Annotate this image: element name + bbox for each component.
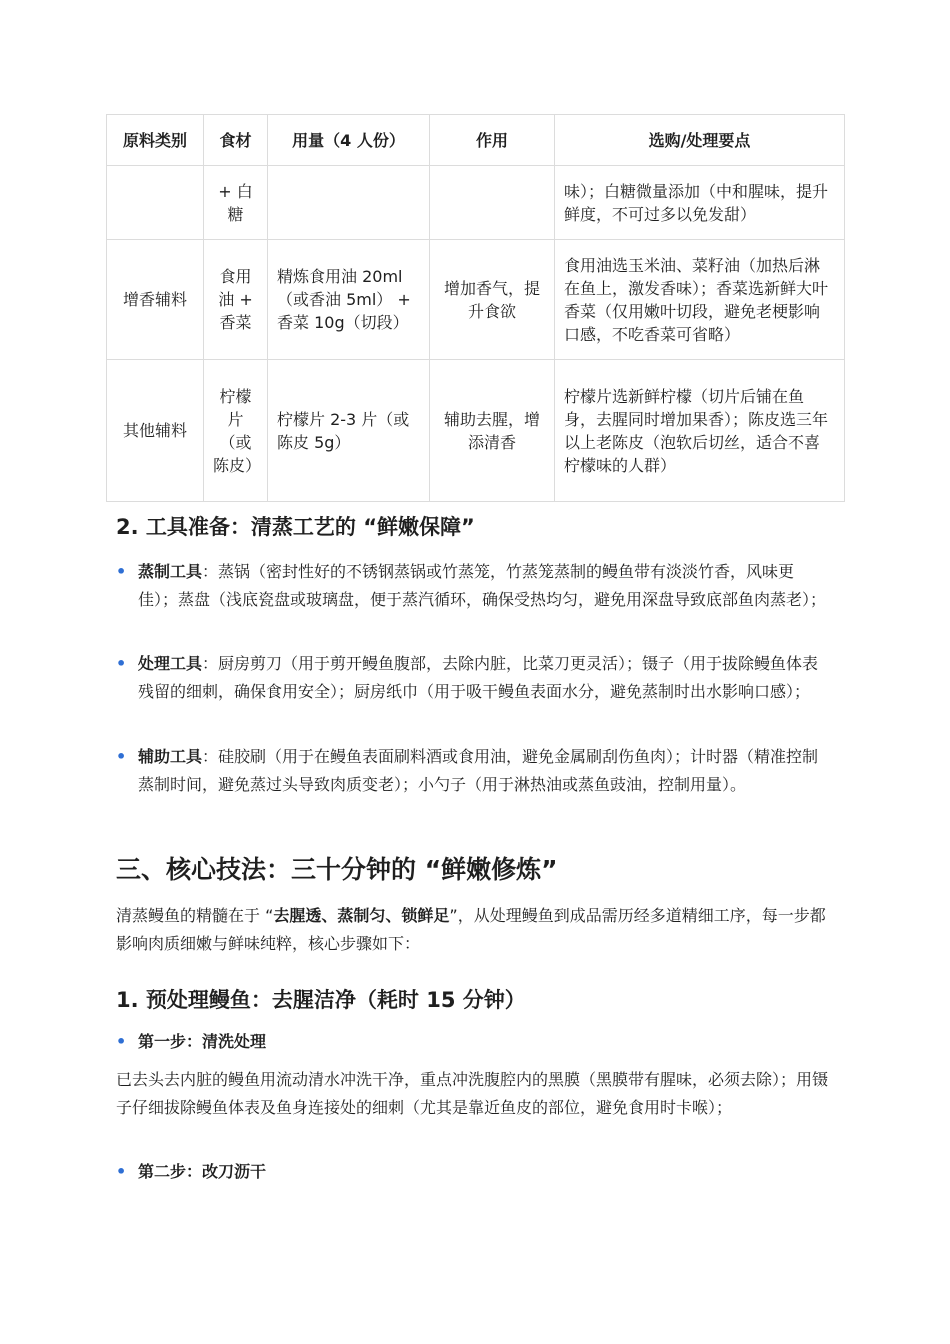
header-category: 原料类别 xyxy=(107,115,204,166)
cell-amount: 精炼食用油 20ml（或香油 5ml） + 香菜 10g（切段） xyxy=(268,240,430,360)
section-intro: 清蒸鳗鱼的精髓在于 “去腥透、蒸制匀、锁鲜足”，从处理鳗鱼到成品需历经多道精细工序，每一步都影响肉质细嫩与鲜味纯粹，核心步骤如下： xyxy=(116,906,826,953)
bullet-dot: • xyxy=(116,1162,127,1181)
cell-category xyxy=(107,166,204,240)
section-heading: 三、核心技法：三十分钟的 “鲜嫩修炼” xyxy=(116,855,558,884)
header-amount: 用量（4 人份） xyxy=(268,115,430,166)
ingredients-table xyxy=(106,114,845,502)
list-item: • 辅助工具：硅胶刷（用于在鳗鱼表面刷料酒或食用油，避免金属刷刮伤鱼肉）；计时器（精准控制蒸制时间，避免蒸过头导致肉质变老）；小勺子（用于淋热油或蒸鱼豉油，控制用量）。 xyxy=(116,743,828,799)
cell-item: 柠檬片（或陈皮） xyxy=(204,360,268,502)
bullet-text: 蒸锅（密封性好的不锈钢蒸锅或竹蒸笼，竹蒸笼蒸制的鳗鱼带有淡淡竹香，风味更佳）；蒸盘（浅底瓷盘或玻璃盘，便于蒸汽循环，确保受热均匀，避免用深盘导致底部鱼肉蒸老）； xyxy=(138,562,827,609)
bullet-dot: • xyxy=(116,654,127,673)
tools-heading: 2. 工具准备：清蒸工艺的 “鲜嫩保障” xyxy=(116,515,475,539)
header-role: 作用 xyxy=(430,115,555,166)
list-item: • 蒸制工具：蒸锅（密封性好的不锈钢蒸锅或竹蒸笼，竹蒸笼蒸制的鳗鱼带有淡淡竹香，风味更佳）；蒸盘（浅底瓷盘或玻璃盘，便于蒸汽循环，确保受热均匀，避免用深盘导致底部鱼肉蒸老）； xyxy=(116,558,828,614)
step-subheading: 第二步：改刀沥干 xyxy=(138,1162,267,1181)
cell-role xyxy=(430,166,555,240)
step-subheading: 第一步：清洗处理 xyxy=(138,1032,267,1051)
bullet-label: 蒸制工具 xyxy=(138,562,203,581)
header-tips: 选购/处理要点 xyxy=(555,115,845,166)
cell-tips: 柠檬片选新鲜柠檬（切片后铺在鱼身，去腥同时增加果香）；陈皮选三年以上老陈皮（泡软后切丝，适合不喜柠檬味的人群） xyxy=(555,360,845,502)
cell-role: 增加香气，提升食欲 xyxy=(430,240,555,360)
cell-amount: 柠檬片 2-3 片（或陈皮 5g） xyxy=(268,360,430,502)
header-item: 食材 xyxy=(204,115,268,166)
cell-tips: 食用油选玉米油、菜籽油（加热后淋在鱼上，激发香味）；香菜选新鲜大叶香菜（仅用嫩叶切段，避免老梗影响口感，不吃香菜可省略） xyxy=(555,240,845,360)
table-row xyxy=(107,240,845,360)
bullet-label: 辅助工具 xyxy=(138,747,203,766)
list-item: • 处理工具：厨房剪刀（用于剪开鳗鱼腹部，去除内脏，比菜刀更灵活）；镊子（用于拔除鳗鱼体表残留的细刺，确保食用安全）；厨房纸巾（用于吸干鳗鱼表面水分，避免蒸制时出水影响口感）； xyxy=(116,650,828,706)
cell-amount xyxy=(268,166,430,240)
bullet-text: 厨房剪刀（用于剪开鳗鱼腹部，去除内脏，比菜刀更灵活）；镊子（用于拔除鳗鱼体表残留的细刺，确保食用安全）；厨房纸巾（用于吸干鳗鱼表面水分，避免蒸制时出水影响口感）； xyxy=(138,654,819,701)
list-item xyxy=(116,1028,828,1056)
bullet-text: 硅胶刷（用于在鳗鱼表面刷料酒或食用油，避免金属刷刮伤鱼肉）；计时器（精准控制蒸制时间，避免蒸过头导致肉质变老）；小勺子（用于淋热油或蒸鱼豉油，控制用量）。 xyxy=(138,747,819,794)
step-heading: 1. 预处理鳗鱼：去腥洁净（耗时 15 分钟） xyxy=(116,988,526,1012)
cell-category: 其他辅料 xyxy=(107,360,204,502)
bullet-dot: • xyxy=(116,747,127,766)
table-row xyxy=(107,360,845,502)
table-header-row xyxy=(107,115,845,166)
cell-category: 增香辅料 xyxy=(107,240,204,360)
table-row xyxy=(107,166,845,240)
cell-tips: 味）；白糖微量添加（中和腥味，提升鲜度，不可过多以免发甜） xyxy=(555,166,845,240)
cell-item: 食用油 + 香菜 xyxy=(204,240,268,360)
bullet-dot: • xyxy=(116,1032,127,1051)
bullet-label: 处理工具 xyxy=(138,654,203,673)
cell-item: + 白糖 xyxy=(204,166,268,240)
cell-role: 辅助去腥，增添清香 xyxy=(430,360,555,502)
step-paragraph: 已去头去内脏的鳗鱼用流动清水冲洗干净，重点冲洗腹腔内的黑膜（黑膜带有腥味，必须去除）；用镊子仔细拔除鳗鱼体表及鱼身连接处的细刺（尤其是靠近鱼皮的部位，避免食用时卡喉）； xyxy=(116,1070,829,1117)
list-item xyxy=(116,1158,828,1186)
bullet-dot: • xyxy=(116,562,127,581)
